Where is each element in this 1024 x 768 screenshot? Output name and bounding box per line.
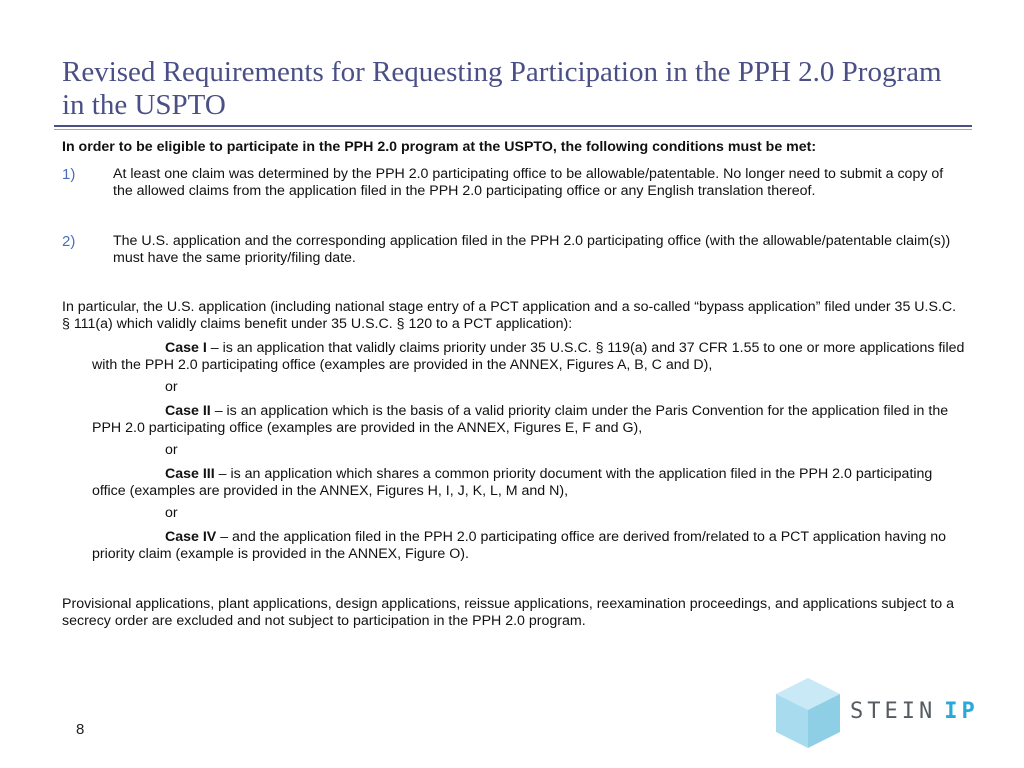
case-text: – is an application which shares a common priority document with the application filed in the PPH 2.0 participating office (examples are provided in the ANNEX, Figures H, I, J, K, L, M and N), bbox=[92, 466, 933, 499]
condition-item-1 bbox=[62, 166, 966, 200]
condition-item-2 bbox=[62, 233, 966, 267]
case-1 bbox=[92, 340, 966, 374]
slide-title: Revised Requirements for Requesting Participation in the PPH 2.0 Program in the USPTO bbox=[62, 56, 942, 121]
case-label: Case III bbox=[165, 466, 215, 482]
case-3 bbox=[92, 466, 966, 500]
or-separator: or bbox=[165, 505, 178, 521]
case-text: – and the application filed in the PPH 2.0 participating office are derived from/related to a PCT application having no priority claim (example is provided in the ANNEX, Figure O). bbox=[92, 529, 947, 562]
case-text: – is an application which is the basis of a valid priority claim under the Paris Convention for the application filed in the PPH 2.0 participating office (examples are provided in the ANNEX, Figures E, F and G), bbox=[92, 403, 949, 436]
case-4 bbox=[92, 529, 966, 563]
case-label: Case IV bbox=[165, 529, 217, 545]
stein-ip-logo bbox=[772, 672, 984, 754]
title-divider-thin bbox=[54, 129, 972, 130]
exclusions-paragraph: Provisional applications, plant applications, design applications, reissue applications, reexamination proceedings, and applications subject to a secrecy order are excluded and not subject to participation in the PPH 2.0 program. bbox=[62, 596, 954, 629]
item-text: The U.S. application and the corresponding application filed in the PPH 2.0 participating office (with the allowable/patentable claim(s)) must have the same priority/filing date. bbox=[113, 233, 951, 266]
logo-wordmark bbox=[850, 699, 979, 724]
intro-text: In order to be eligible to participate in the PPH 2.0 program at the USPTO, the following conditions must be met: bbox=[62, 139, 817, 155]
or-separator: or bbox=[165, 379, 178, 395]
case-label: Case I bbox=[165, 340, 207, 356]
case-label: Case II bbox=[165, 403, 211, 419]
particular-paragraph: In particular, the U.S. application (including national stage entry of a PCT application and a so-called “bypass application” filed under 35 U.S.C. § 111(a) which validly claims benefit under 35 U.S.C. § 120 to a PCT application): bbox=[62, 299, 957, 332]
title-divider bbox=[54, 125, 972, 127]
logo-suffix: IP bbox=[944, 699, 979, 724]
page-number: 8 bbox=[76, 721, 85, 738]
item-number: 1) bbox=[62, 166, 76, 183]
cube-icon bbox=[772, 672, 844, 750]
or-separator: or bbox=[165, 442, 178, 458]
case-text: – is an application that validly claims priority under 35 U.S.C. § 119(a) and 37 CFR 1.55 to one or more applications filed with the PPH 2.0 participating office (examples are provided in the ANNEX, Figures A, B, C and D), bbox=[92, 340, 965, 373]
item-text: At least one claim was determined by the PPH 2.0 participating office to be allowable/patentable. No longer need to submit a copy of the allowed claims from the application filed in the PPH 2.0 participating office or any English translation thereof. bbox=[113, 166, 944, 199]
item-number: 2) bbox=[62, 233, 76, 250]
logo-word: STEIN bbox=[850, 699, 937, 724]
case-2 bbox=[92, 403, 966, 437]
slide-body bbox=[62, 139, 966, 630]
